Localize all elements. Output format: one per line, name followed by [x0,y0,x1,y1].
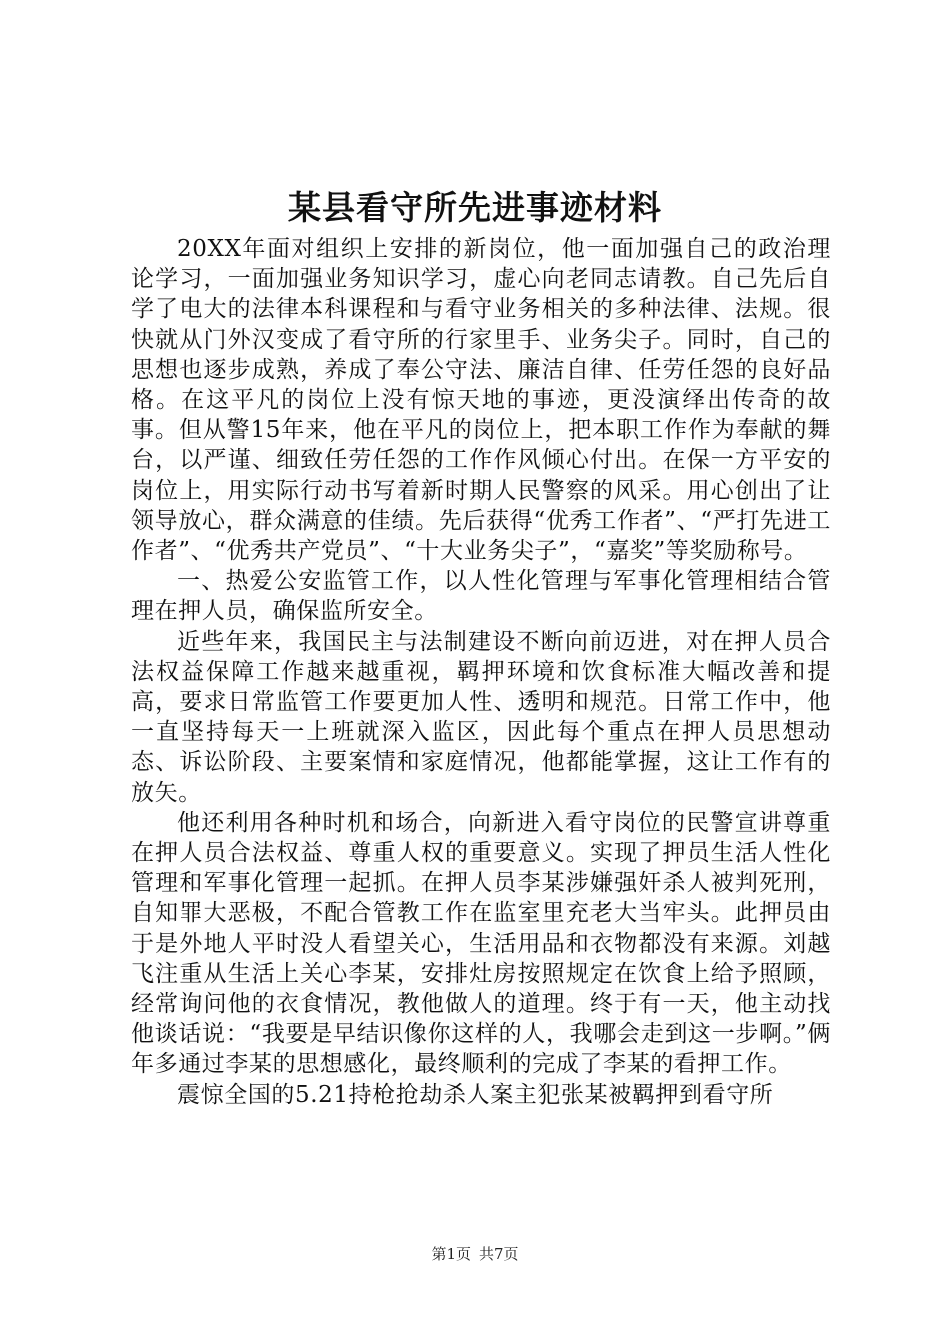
paragraph-continued: 震惊全国的5.21持枪抢劫杀人案主犯张某被羁押到看守所 [177,1081,774,1108]
document-title: 某县看守所先进事迹材料 [288,188,662,227]
page-total: 共7页 [479,1245,519,1263]
paragraph-case-story: 他还利用各种时机和场合，向新进入看守岗位的民警宣讲尊重在押人员合法权益、尊重人权的重要意义。实现了押员生活人性化管理和军事化管理一起抓。在押人员李某涉嫌强奸杀人被判死刑，自知罪大恶极，不配合管教工作在监室里充老大当牢头。此押员由于是外地人平时没人看望关心，生活用品和衣物都没有来源。刘越飞注重从生活上关心李某，安排灶房按照规定在饮食上给予照顾，经常询问他的衣食情况，教他做人的道理。终于有一天，他主动找他谈话说：“我要是早结识像你这样的人，我哪会走到这一步啊。”俩年多通过李某的思想感化，最终顺利的完成了李某的看押工作。 [131,809,831,1078]
page-number: 第1页 [431,1245,471,1263]
paragraph-intro: 20XX年面对组织上安排的新岗位，他一面加强自己的政治理论学习，一面加强业务知识学习，虚心向老同志请教。自己先后自学了电大的法律本科课程和与看守业务相关的多种法律、法规。很快就从门外汉变成了看守所的行家里手、业务尖子。同时，自己的思想也逐步成熟，养成了奉公守法、廉洁自律、任劳任怨的良好品格。在这平凡的岗位上没有惊天地的事迹，更没演绎出传奇的故事。但从警15年来，他在平凡的岗位上，把本职工作作为奉献的舞台，以严谨、细致任劳任怨的工作作风倾心付出。在保一方平安的岗位上，用实际行动书写着新时期人民警察的风采。用心创出了让领导放心，群众满意的佳绩。先后获得“优秀工作者”、“严打先进工作者”、“优秀共产党员”、“十大业务尖子”，“嘉奖”等奖励称号。 [131,236,831,565]
paragraph-section-heading: 一、热爱公安监管工作，以人性化管理与军事化管理相结合管理在押人员，确保监所安全。 [131,568,831,625]
paragraph-daily-work: 近些年来，我国民主与法制建设不断向前迈进，对在押人员合法权益保障工作越来越重视，羁押环境和饮食标准大幅改善和提高，要求日常监管工作要更加人性、透明和规范。日常工作中，他一直坚持每天一上班就深入监区，因此每个重点在押人员思想动态、诉讼阶段、主要案情和家庭情况，他都能掌握，这让工作有的放矢。 [131,628,831,806]
document-body [131,234,831,1110]
page-footer [0,1243,950,1265]
